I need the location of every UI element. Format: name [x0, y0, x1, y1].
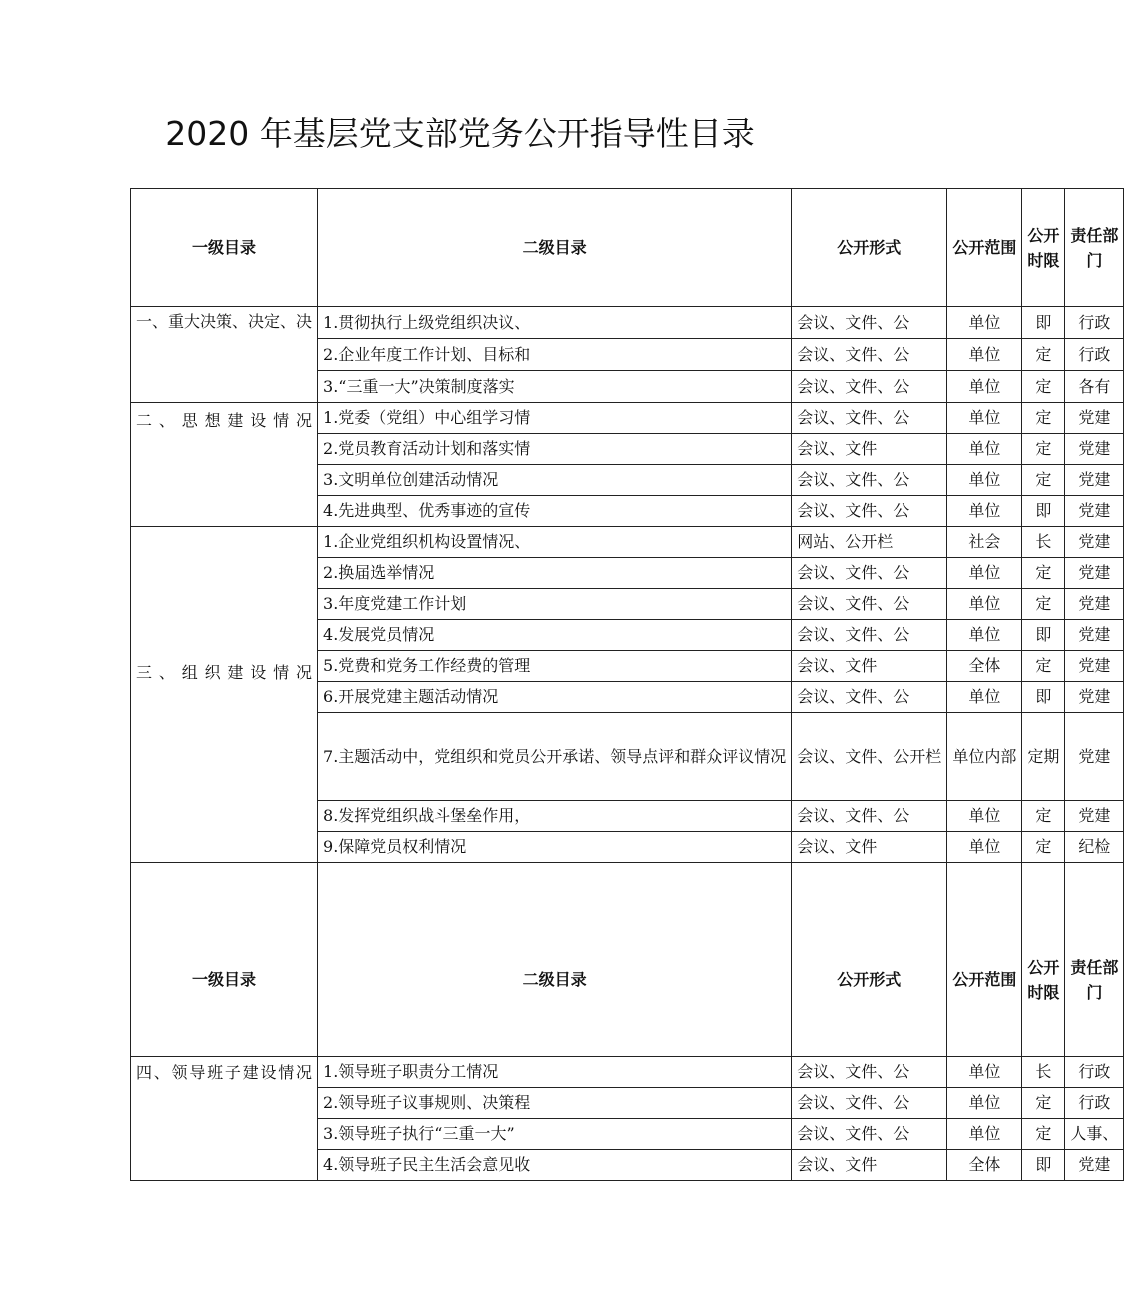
- form-cell: 会议、文件: [792, 1150, 947, 1181]
- time-cell: 定: [1022, 651, 1065, 682]
- item-cell: 4.先进典型、优秀事迹的宣传: [318, 496, 792, 527]
- header-dept: 责任部门: [1065, 189, 1124, 307]
- scope-cell: 单位: [947, 465, 1022, 496]
- time-cell: 定: [1022, 589, 1065, 620]
- header-time: 公开时限: [1022, 863, 1065, 1057]
- item-cell: 3.年度党建工作计划: [318, 589, 792, 620]
- form-cell: 会议、文件: [792, 651, 947, 682]
- time-cell: 定: [1022, 339, 1065, 371]
- header-level1: 一级目录: [131, 863, 318, 1057]
- header-scope: 公开范围: [947, 863, 1022, 1057]
- dept-cell: 党建: [1065, 558, 1124, 589]
- time-cell: 定: [1022, 434, 1065, 465]
- dept-cell: 党建: [1065, 801, 1124, 832]
- form-cell: 会议、文件、公: [792, 558, 947, 589]
- dept-cell: 党建: [1065, 434, 1124, 465]
- dept-cell: 党建: [1065, 465, 1124, 496]
- header-scope: 公开范围: [947, 189, 1022, 307]
- table-row: [131, 403, 1124, 434]
- scope-cell: 单位: [947, 496, 1022, 527]
- table-row: [131, 1057, 1124, 1088]
- scope-cell: 单位: [947, 307, 1022, 339]
- item-cell: 7.主题活动中，党组织和党员公开承诺、领导点评和群众评议情况: [318, 713, 792, 801]
- form-cell: 会议、文件、公: [792, 307, 947, 339]
- dept-cell: 行政: [1065, 1088, 1124, 1119]
- scope-cell: 单位: [947, 832, 1022, 863]
- scope-cell: 单位: [947, 558, 1022, 589]
- form-cell: 会议、文件: [792, 832, 947, 863]
- form-cell: 会议、文件、公: [792, 801, 947, 832]
- category-cell: 一、重大决策、决定、决: [131, 307, 318, 403]
- dept-cell: 行政: [1065, 339, 1124, 371]
- form-cell: 会议、文件、公: [792, 403, 947, 434]
- time-cell: 长: [1022, 1057, 1065, 1088]
- item-cell: 3.“三重一大”决策制度落实: [318, 371, 792, 403]
- scope-cell: 单位: [947, 801, 1022, 832]
- form-cell: 网站、公开栏: [792, 527, 947, 558]
- dept-cell: 党建: [1065, 682, 1124, 713]
- item-cell: 4.发展党员情况: [318, 620, 792, 651]
- time-cell: 定: [1022, 465, 1065, 496]
- time-cell: 定: [1022, 801, 1065, 832]
- table-row: [131, 307, 1124, 339]
- dept-cell: 党建: [1065, 527, 1124, 558]
- time-cell: 即: [1022, 1150, 1065, 1181]
- form-cell: 会议、文件、公开栏: [792, 713, 947, 801]
- time-cell: 定: [1022, 403, 1065, 434]
- scope-cell: 单位: [947, 1088, 1022, 1119]
- scope-cell: 单位: [947, 339, 1022, 371]
- item-cell: 8.发挥党组织战斗堡垒作用，: [318, 801, 792, 832]
- dept-cell: 党建: [1065, 1150, 1124, 1181]
- form-cell: 会议、文件、公: [792, 496, 947, 527]
- item-cell: 9.保障党员权利情况: [318, 832, 792, 863]
- dept-cell: 党建: [1065, 589, 1124, 620]
- header-level2: 二级目录: [318, 189, 792, 307]
- scope-cell: 全体: [947, 651, 1022, 682]
- scope-cell: 单位: [947, 1119, 1022, 1150]
- scope-cell: 单位: [947, 434, 1022, 465]
- time-cell: 定: [1022, 1119, 1065, 1150]
- form-cell: 会议、文件、公: [792, 589, 947, 620]
- dept-cell: 党建: [1065, 496, 1124, 527]
- time-cell: 即: [1022, 682, 1065, 713]
- item-cell: 2.换届选举情况: [318, 558, 792, 589]
- header-level2: 二级目录: [318, 863, 792, 1057]
- scope-cell: 单位: [947, 589, 1022, 620]
- scope-cell: 单位: [947, 371, 1022, 403]
- dept-cell: 党建: [1065, 651, 1124, 682]
- header-form: 公开形式: [792, 863, 947, 1057]
- form-cell: 会议、文件、公: [792, 371, 947, 403]
- item-cell: 3.领导班子执行“三重一大”: [318, 1119, 792, 1150]
- dept-cell: 各有: [1065, 371, 1124, 403]
- item-cell: 1.领导班子职责分工情况: [318, 1057, 792, 1088]
- time-cell: 长: [1022, 527, 1065, 558]
- form-cell: 会议、文件、公: [792, 682, 947, 713]
- page-title: 2020 年基层党支部党务公开指导性目录: [165, 114, 755, 153]
- header-level1: 一级目录: [131, 189, 318, 307]
- time-cell: 即: [1022, 496, 1065, 527]
- category-cell: 二、思想建设情况: [131, 403, 318, 527]
- form-cell: 会议、文件、公: [792, 1088, 947, 1119]
- form-cell: 会议、文件、公: [792, 1119, 947, 1150]
- scope-cell: 社会: [947, 527, 1022, 558]
- form-cell: 会议、文件、公: [792, 620, 947, 651]
- scope-cell: 单位: [947, 403, 1022, 434]
- time-cell: 定: [1022, 371, 1065, 403]
- scope-cell: 全体: [947, 1150, 1022, 1181]
- item-cell: 1.企业党组织机构设置情况、: [318, 527, 792, 558]
- item-cell: 2.领导班子议事规则、决策程: [318, 1088, 792, 1119]
- form-cell: 会议、文件: [792, 434, 947, 465]
- dept-cell: 行政: [1065, 1057, 1124, 1088]
- header-dept: 责任部门: [1065, 863, 1124, 1057]
- header-time: 公开时限: [1022, 189, 1065, 307]
- item-cell: 1.贯彻执行上级党组织决议、: [318, 307, 792, 339]
- table-header-row: [131, 189, 1124, 307]
- category-cell: 三、组织建设情况: [131, 527, 318, 863]
- time-cell: 即: [1022, 307, 1065, 339]
- form-cell: 会议、文件、公: [792, 465, 947, 496]
- item-cell: 2.企业年度工作计划、目标和: [318, 339, 792, 371]
- scope-cell: 单位内部: [947, 713, 1022, 801]
- time-cell: 定: [1022, 1088, 1065, 1119]
- scope-cell: 单位: [947, 682, 1022, 713]
- dept-cell: 行政: [1065, 307, 1124, 339]
- dept-cell: 党建: [1065, 713, 1124, 801]
- time-cell: 定期: [1022, 713, 1065, 801]
- scope-cell: 单位: [947, 620, 1022, 651]
- table-header-row-repeat: [131, 863, 1124, 1057]
- item-cell: 3.文明单位创建活动情况: [318, 465, 792, 496]
- time-cell: 定: [1022, 832, 1065, 863]
- item-cell: 5.党费和党务工作经费的管理: [318, 651, 792, 682]
- form-cell: 会议、文件、公: [792, 1057, 947, 1088]
- category-cell: 四、领导班子建设情况: [131, 1057, 318, 1181]
- dept-cell: 纪检: [1065, 832, 1124, 863]
- time-cell: 即: [1022, 620, 1065, 651]
- item-cell: 1.党委（党组）中心组学习情: [318, 403, 792, 434]
- table-row: [131, 527, 1124, 558]
- directory-table-part1: [130, 188, 1124, 1181]
- item-cell: 6.开展党建主题活动情况: [318, 682, 792, 713]
- dept-cell: 党建: [1065, 620, 1124, 651]
- item-cell: 2.党员教育活动计划和落实情: [318, 434, 792, 465]
- dept-cell: 人事、: [1065, 1119, 1124, 1150]
- dept-cell: 党建: [1065, 403, 1124, 434]
- item-cell: 4.领导班子民主生活会意见收: [318, 1150, 792, 1181]
- scope-cell: 单位: [947, 1057, 1022, 1088]
- time-cell: 定: [1022, 558, 1065, 589]
- form-cell: 会议、文件、公: [792, 339, 947, 371]
- header-form: 公开形式: [792, 189, 947, 307]
